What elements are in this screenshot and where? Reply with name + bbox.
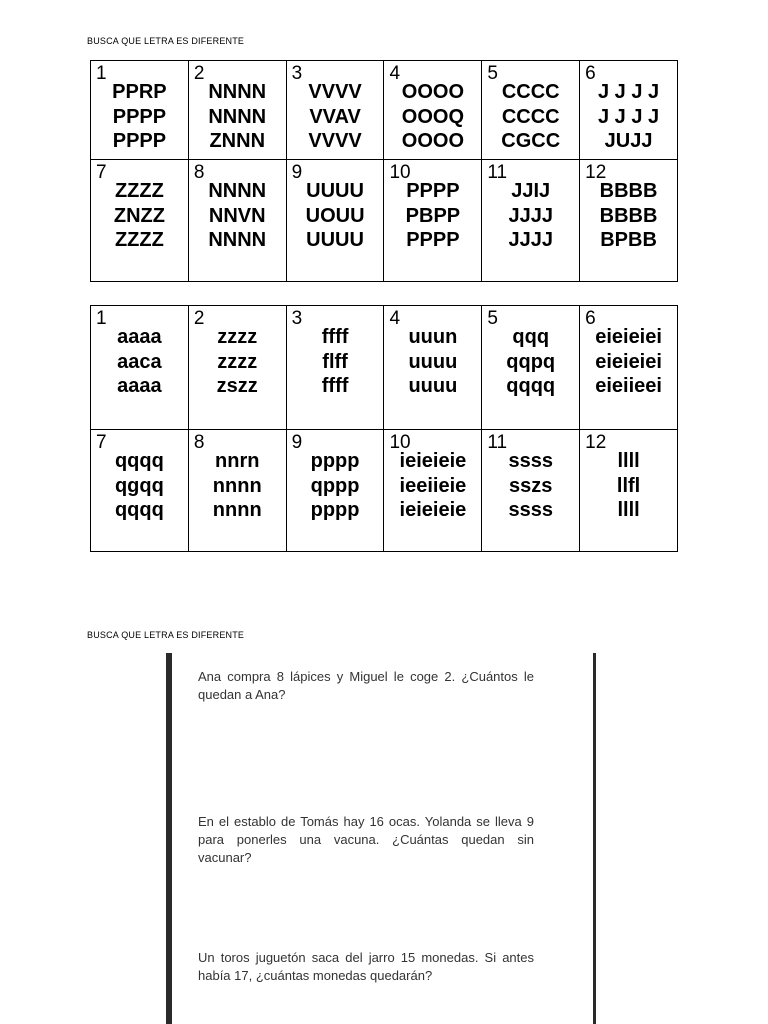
letter-row: pppp [310,499,360,521]
cell-number: 2 [193,308,205,329]
cell-number: 10 [389,432,411,453]
grid-cell [286,61,384,160]
letter-row: PPPP [112,105,167,128]
letter-row: uuun [408,326,458,348]
grid-cell [188,306,286,430]
letter-row: JJJJ [508,229,553,251]
grid-cell [482,160,580,282]
grid-cell [188,61,286,160]
letter-row: qqq [512,326,550,348]
letter-row: ZNZZ [113,204,165,227]
letter-row: JJIJ [511,180,551,202]
letter-row: PPPP [406,229,460,251]
cell-number: 1 [96,63,107,84]
cell-number: 7 [96,432,107,453]
letter-row: ZZZZ [114,229,164,251]
grid-cell [580,306,678,430]
grid-row [91,430,678,552]
cell-number: 6 [585,308,596,329]
letter-row: aaca [117,350,162,373]
letter-row: llll [617,450,640,472]
cell-number: 4 [389,308,401,329]
letter-row: pppp [310,450,360,472]
letter-row: CCCC [501,105,560,128]
letter-row: VVAV [309,105,361,128]
letter-row: BPBB [600,229,657,251]
cell-number: 8 [193,432,205,453]
letter-row: qgqq [114,474,164,497]
letter-row: qqqq [114,450,164,472]
letter-row: qppp [310,474,360,497]
cell-number: 9 [291,432,303,453]
letter-row: nnnn [212,474,262,497]
grid-cell [482,61,580,160]
letter-row: flff [322,350,348,373]
word-problems-scan [166,653,596,1024]
letter-row: aaaa [117,375,162,397]
letter-row: qqpq [506,350,556,373]
letter-row: VVVV [308,81,362,103]
letter-row: J J J J [597,81,660,103]
cell-number: 10 [389,162,411,183]
margin-line-left [166,653,172,1024]
letter-row: llll [617,499,640,521]
letter-row: UUUU [306,180,364,202]
grid-cell [482,306,580,430]
letter-row: BBBB [599,180,658,202]
letter-row: OOOO [401,130,465,152]
grid-cell [188,160,286,282]
letter-row: zzzz [217,350,258,373]
letter-row: zszz [216,375,258,397]
grid-cell [580,61,678,160]
grid-cell [91,61,189,160]
cell-number: 6 [585,63,596,84]
grid-cell [286,306,384,430]
grid-cell [384,160,482,282]
grid-cell [482,430,580,552]
cell-number: 12 [585,432,607,453]
letter-row: PPPP [112,130,167,152]
letter-row: UUUU [306,229,364,251]
letter-row: NNNN [208,229,267,251]
letter-row: PPPP [406,180,460,202]
letter-row: NNNN [208,105,267,128]
cell-number: 3 [291,63,303,84]
letter-row: JJJJ [508,204,553,227]
letter-row: UOUU [305,204,365,227]
letter-row: ffff [321,375,349,397]
word-problem-3: Un toros juguetón saca del jarro 15 monedas. Si antes había 17, ¿cuántas monedas quedarán? [198,950,534,983]
worksheet-heading-top: BUSCA QUE LETRA ES DIFERENTE [87,36,245,46]
letter-row: OOOQ [401,105,465,128]
letter-row: ZNNN [209,130,266,152]
letter-row: VVVV [308,130,362,152]
letter-row: ieeiieie [399,474,467,497]
grid-cell [91,430,189,552]
letter-row: eieieiei [595,326,662,348]
word-problem-2: En el establo de Tomás hay 16 ocas. Yolanda se lleva 9 para ponerles una vacuna. ¿Cuántas quedan sin vacunar? [198,814,534,865]
letter-row: BBBB [599,204,658,227]
letter-row: llfl [616,474,641,497]
worksheet-heading-bottom: BUSCA QUE LETRA ES DIFERENTE [87,630,245,640]
lowercase-letter-grid [90,305,678,552]
cell-number: 1 [96,308,107,329]
letter-row: eieiieei [595,375,662,397]
grid-row [91,160,678,282]
grid-cell [286,430,384,552]
letter-row: CGCC [501,130,561,152]
letter-row: aaaa [117,326,162,348]
letter-row: ffff [321,326,349,348]
letter-row: ieieieie [399,499,467,521]
letter-row: zzzz [217,326,258,348]
cell-number: 5 [487,308,498,329]
cell-number: 4 [389,63,401,84]
letter-row: ieieieie [399,450,467,472]
letter-row: NNVN [208,204,266,227]
word-problem-1: Ana compra 8 lápices y Miguel le coge 2. ¿Cuántos le quedan a Ana? [198,669,534,702]
grid-row [91,61,678,160]
cell-number: 11 [487,432,508,453]
cell-number: 9 [291,162,303,183]
cell-number: 8 [193,162,205,183]
letter-row: J J J J [597,105,660,128]
letter-row: ssss [508,499,553,521]
cell-number: 11 [487,162,508,183]
grid-cell [286,160,384,282]
letter-row: uuuu [408,375,458,397]
grid-cell [91,160,189,282]
letter-row: ZZZZ [114,180,164,202]
cell-number: 3 [291,308,303,329]
cell-number: 5 [487,63,498,84]
uppercase-letter-grid [90,60,678,282]
grid-cell [384,430,482,552]
letter-row: qqqq [114,499,164,521]
letter-row: NNNN [208,81,267,103]
cell-number: 7 [96,162,107,183]
grid-row [91,306,678,430]
letter-row: OOOO [401,81,465,103]
grid-cell [384,306,482,430]
letter-row: JUJJ [604,130,653,152]
letter-row: uuuu [408,350,458,373]
grid-cell [384,61,482,160]
letter-row: nnrn [215,450,260,472]
letter-row: eieieiei [595,350,662,373]
letter-row: qqqq [506,375,556,397]
margin-line-right [593,653,596,1024]
cell-number: 2 [193,63,205,84]
grid-cell [580,160,678,282]
letter-row: ssss [508,450,553,472]
grid-cell [91,306,189,430]
cell-number: 12 [585,162,607,183]
letter-row: CCCC [501,81,560,103]
letter-row: nnnn [212,499,262,521]
letter-row: NNNN [208,180,267,202]
grid-cell [580,430,678,552]
letter-row: PBPP [405,204,461,227]
letter-row: PPRP [112,81,167,103]
letter-row: sszs [509,474,553,497]
grid-cell [188,430,286,552]
